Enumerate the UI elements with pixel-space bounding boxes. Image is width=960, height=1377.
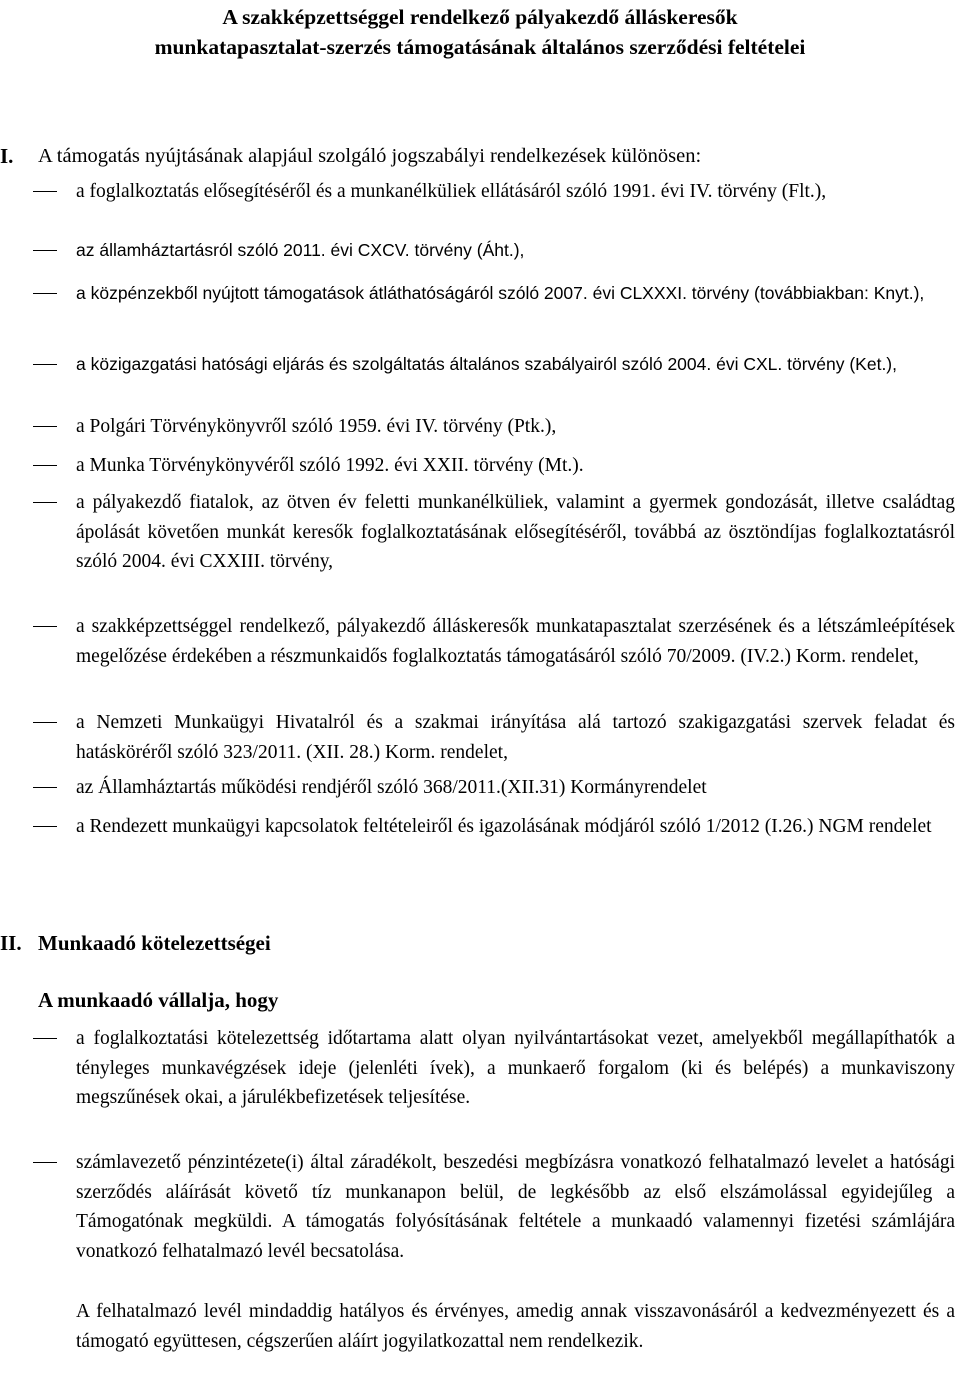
dash-bullet-icon [33,826,57,827]
dash-bullet-icon [33,426,57,427]
dash-bullet-icon [33,787,57,788]
dash-bullet-icon [33,465,57,466]
list-item-text: a pályakezdő fiatalok, az ötven év feletti munkanélküliek, valamint a gyermek gondozását, illetve családtag ápolását követően munkát keresők foglalkoztatásának elősegítéséről, továbbá az ösztöndíjas foglalkoztatásról szóló 2004. évi CXXIII. törvény, [76,492,955,572]
section-2-heading [0,929,960,959]
list-item-text: a Rendezett munkaügyi kapcsolatok feltételeiről és igazolásának módjáról szóló 1/2012 (I.26.) NGM rendelet [76,816,932,837]
section-2-number: II. [0,931,22,955]
list-item-text: az Államháztartás működési rendjéről szóló 368/2011.(XII.31) Kormányrendelet [76,777,707,798]
section-2-subheading: A munkaadó vállalja, hogy [38,988,279,1012]
list-item-text: a foglalkoztatási kötelezettség időtartama alatt olyan nyilvántartásokat vezet, amelyekből megállapíthatók a tényleges munkavégzések ideje (jelenléti ívek), a munkaerő forgalom (ki és belépés) a munkaviszony megszűnések okai, a járulékbefizetések teljesítése. [76,1028,955,1108]
list-item-text: a Polgári Törvénykönyvről szóló 1959. évi IV. törvény (Ptk.), [76,416,557,437]
list-item-text: a szakképzettséggel rendelkező, pályakezdő álláskeresők munkatapasztalat szerzésének és a létszámleépítések megelőzése érdekében a részmunkaidős foglalkoztatás támogatásáról szóló 70/2009. (IV.2.) Korm. rendelet, [76,616,955,667]
document-title [20,2,940,62]
list-item-text: számlavezető pénzintézete(i) által záradékolt, beszedési megbízásra vonatkozó felhatalmazó levelet a hatósági szerződés aláírását követő tíz munkanapon belül, de legkésőbb az első elszámolással egyidejűleg a Támogatónak megküldi. A támogatás folyósításának feltétele a munkaadó valamennyi fizetési számlájára vonatkozó felhatalmazó levél becsatolása. [76,1152,955,1262]
dash-bullet-icon [33,293,57,294]
dash-bullet-icon [33,502,57,503]
dash-bullet-icon [33,626,57,627]
list-item-text: a Nemzeti Munkaügyi Hivatalról és a szakmai irányítása alá tartozó szakigazgatási szervek feladat és hatásköréről szóló 323/2011. (XII. 28.) Korm. rendelet, [76,712,955,763]
dash-bullet-icon [33,1038,57,1039]
dash-bullet-icon [33,722,57,723]
list-item-text: a foglalkoztatás elősegítéséről és a munkanélküliek ellátásáról szóló 1991. évi IV. törvény (Flt.), [76,181,827,202]
list-item-text: az államháztartásról szóló 2011. évi CXCV. törvény (Áht.), [76,240,525,260]
dash-bullet-icon [33,1162,57,1163]
list-item-text: a közigazgatási hatósági eljárás és szolgáltatás általános szabályairól szóló 2004. évi CXL. törvény (Ket.), [76,354,897,374]
section-2-title: Munkaadó kötelezettségei [38,931,271,955]
list-item-text: a közpénzekből nyújtott támogatások átláthatóságáról szóló 2007. évi CLXXXI. törvény (továbbiakban: Knyt.), [76,283,925,303]
dash-bullet-icon [33,364,57,365]
section-1-title: A támogatás nyújtásának alapjául szolgáló jogszabályi rendelkezések különösen: [38,145,702,167]
section-1-number: I. [0,144,14,168]
title-line-1: A szakképzettséggel rendelkező pályakezdő álláskeresők [222,5,738,29]
authorization-paragraph: A felhatalmazó levél mindaddig hatályos és érvényes, amedig annak visszavonásáról a kedvezményezett és a támogató együttesen, cégszerűen aláírt jogyilatkozattal nem rendelkezik. [76,1301,955,1352]
list-item-text: a Munka Törvénykönyvéről szóló 1992. évi XXII. törvény (Mt.). [76,455,584,476]
title-line-2: munkatapasztalat-szerzés támogatásának általános szerződési feltételei [154,35,806,59]
section-1-heading [0,142,960,172]
dash-bullet-icon [33,191,57,192]
dash-bullet-icon [33,250,57,251]
